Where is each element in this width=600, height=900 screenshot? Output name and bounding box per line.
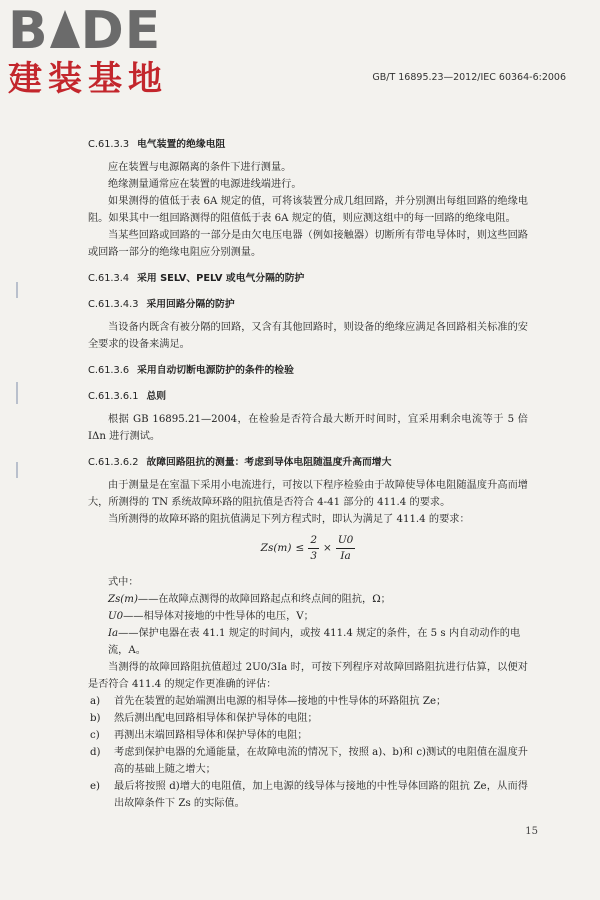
paragraph: 当设备内既含有被分隔的回路，又含有其他回路时，则设备的绝缘应满足各回路相关标准的安全要求的设备来满足。 <box>88 322 528 350</box>
section-heading: C.61.3.4 采用 SELV、PELV 或电气分隔的防护 <box>88 273 305 284</box>
definition-item: U0——相导体对接地的中性导体的电压，V； <box>108 611 314 622</box>
definition-item: Ia——保护电器在表 41.1 规定的时间内，或按 411.4 规定的条件，在 5 s 内自动动作的电流，A。 <box>108 628 521 656</box>
definition-item: Zs(m)——在故障点测得的故障回路起点和终点间的阻抗，Ω； <box>108 594 391 605</box>
logo-a-triangle-icon <box>50 10 80 48</box>
section-heading: C.61.3.6 采用自动切断电源防护的条件的检验 <box>88 365 294 376</box>
list-item: c) 再测出末端回路相导体和保护导体的电阻； <box>90 730 308 741</box>
paragraph: 绝缘测量通常应在装置的电源进线端进行。 <box>108 179 302 190</box>
formula-lhs: Zs(m) <box>260 542 292 554</box>
margin-mark <box>16 382 18 404</box>
section-heading: C.61.3.6.2 故障回路阻抗的测量：考虑到导体电阻随温度升高而增大 <box>88 457 392 468</box>
section-heading: C.61.3.6.1 总则 <box>88 391 167 402</box>
formula-operator: ≤ <box>295 542 305 554</box>
list-item: e) 最后将按照 d)增大的电阻值，加上电源的线导体与接地的中性导体回路的阻抗 Ze，从而得出故障条件下 Zs 的实际值。 <box>90 781 528 809</box>
paragraph: 当所测得的故障环路的阻抗值满足下列方程式时，即认为满足了 411.4 的要求： <box>108 514 470 525</box>
paragraph: 当某些回路或回路的一部分是由欠电压电器（例如接触器）切断所有带电导体时，则这些回路或回路一部分的绝缘电阻应分别测量。 <box>88 230 528 258</box>
logo-chinese-text: 建装基地 <box>8 59 168 99</box>
section-heading: C.61.3.3 电气装置的绝缘电阻 <box>88 139 226 150</box>
impedance-formula <box>88 534 528 568</box>
paragraph: 由于测量是在室温下采用小电流进行，可按以下程序检验由于故障使导体电阻随温度升高而增大，所测得的 TN 系统故障环路的阻抗值是否符合 4-41 部分的 411.4 的要求。 <box>88 480 528 508</box>
paragraph: 应在装置与电源隔离的条件下进行测量。 <box>108 162 292 173</box>
formula-times: × <box>323 542 332 554</box>
page-number: 15 <box>525 826 538 837</box>
where-label: 式中： <box>108 577 139 588</box>
formula-fraction: $\frac{2}{3}$ <box>310 534 317 562</box>
margin-mark <box>16 462 18 478</box>
logo-wordmark <box>8 1 180 61</box>
procedure-list <box>88 693 528 812</box>
formula-fraction: $\frac{U0}{Ia}$ <box>337 534 354 562</box>
logo-letter-b: B <box>8 1 49 61</box>
margin-mark <box>16 282 18 298</box>
list-item: a) 首先在装置的起始端测出电源的相导体—接地的中性导体的环路阻抗 Ze； <box>90 696 447 707</box>
paragraph: 当测得的故障回路阻抗值超过 2U0/3Ia 时，可按下列程序对故障回路阻抗进行估算，以便对是否符合 411.4 的规定作更准确的评估： <box>88 662 528 690</box>
list-item: d) 考虑到保护电器的允通能量，在故障电流的情况下，按照 a)、b)和 c)测试的电阻值在温度升高的基础上随之增大； <box>90 747 528 775</box>
standard-number: GB/T 16895.23—2012/IEC 60364-6:2006 <box>372 72 566 83</box>
section-heading: C.61.3.4.3 采用回路分隔的防护 <box>88 299 235 310</box>
bade-logo <box>8 1 180 99</box>
paragraph: 如果测得的值低于表 6A 规定的值，可将该装置分成几组回路，并分别测出每组回路的绝缘电阻。如果其中一组回路测得的阻值低于表 6A 规定的值，则应测这组中的每一回路的绝缘电阻。 <box>88 196 528 224</box>
list-item: b) 然后测出配电回路相导体和保护导体的电阻； <box>90 713 318 724</box>
document-body <box>88 136 528 812</box>
paragraph: 根据 GB 16895.21—2004，在检验是否符合最大断开时间时，宜采用剩余电流等于 5 倍 IΔn 进行测试。 <box>88 414 528 442</box>
symbol-definitions <box>88 591 528 659</box>
logo-letters-de: DE <box>80 1 162 61</box>
